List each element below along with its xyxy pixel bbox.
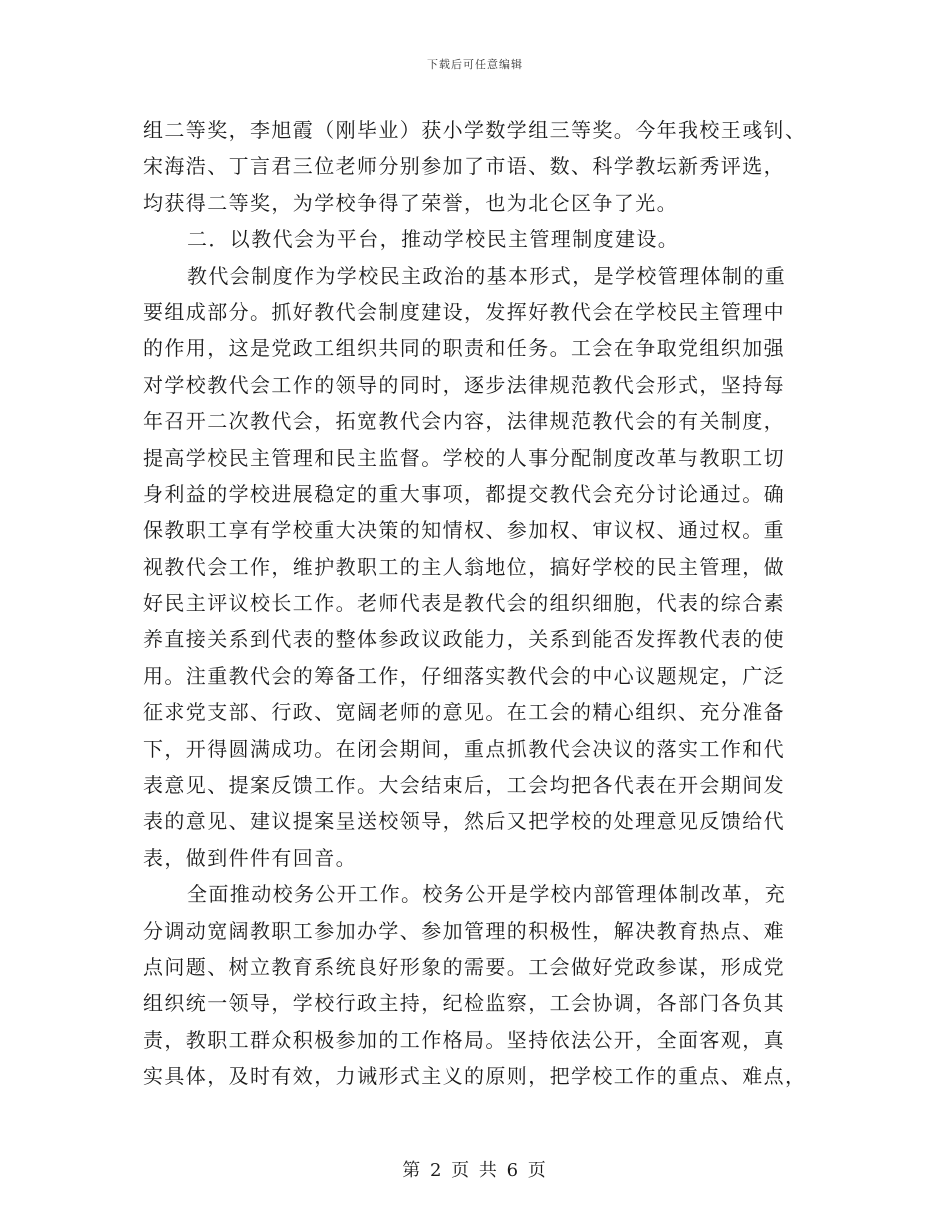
text-line: 表意见、提案反馈工作。大会结束后，工会均把各代表在开会期间发: [143, 773, 785, 798]
text-line: 下，开得圆满成功。在闭会期间，重点抓教代会决议的落实工作和代: [143, 736, 785, 761]
text-line: 均获得二等奖，为学校争得了荣誉，也为北仑区争了光。: [143, 190, 678, 215]
text-line: 好民主评议校长工作。老师代表是教代会的组织细胞，代表的综合素: [143, 591, 785, 616]
text-line: 点问题、树立教育系统良好形象的需要。工会做好党政参谋，形成党: [143, 954, 785, 979]
text-line: 身利益的学校进展稳定的重大事项，都提交教代会充分讨论通过。确: [143, 481, 785, 506]
text-line: 组二等奖，李旭霞（刚毕业）获小学数学组三等奖。今年我校王彧钊、: [143, 118, 807, 142]
text-line: 提高学校民主管理和民主监督。学校的人事分配制度改革与教职工切: [143, 445, 785, 470]
text-line: 表的意见、建议提案呈送校领导，然后又把学校的处理意见反馈给代: [143, 809, 785, 834]
text-line: 实具体，及时有效，力诫形式主义的原则，把学校工作的重点、难点，: [143, 1064, 807, 1089]
text-line: 对学校教代会工作的领导的同时，逐步法律规范教代会形式，坚持每: [143, 372, 785, 397]
text-line: 视教代会工作，维护教职工的主人翁地位，搞好学校的民主管理，做: [143, 554, 785, 579]
text-line: 表，做到件件有回音。: [143, 845, 357, 870]
document-body: [143, 112, 808, 1095]
text-line: 责，教职工群众积极参加的工作格局。坚持依法公开，全面客观，真: [143, 1027, 785, 1052]
text-line: 保教职工享有学校重大决策的知情权、参加权、审议权、通过权。重: [143, 518, 785, 543]
paragraph-start: 教代会制度作为学校民主政治的基本形式，是学校管理体制的重: [187, 263, 787, 288]
text-line: 征求党支部、行政、宽阔老师的意见。在工会的精心组织、充分准备: [143, 700, 785, 725]
text-line: 宋海浩、丁言君三位老师分别参加了市语、数、科学教坛新秀评选，: [143, 154, 785, 179]
paragraph-start: 全面推动校务公开工作。校务公开是学校内部管理体制改革，充: [187, 882, 787, 907]
text-line: 的作用，这是党政工组织共同的职责和任务。工会在争取党组织加强: [143, 336, 785, 361]
text-line: 分调动宽阔教职工参加办学、参加管理的积极性，解决教育热点、难: [143, 918, 785, 943]
text-line: 用。注重教代会的筹备工作，仔细落实教代会的中心议题规定，广泛: [143, 663, 785, 688]
text-line: 养直接关系到代表的整体参政议政能力，关系到能否发挥教代表的使: [143, 627, 785, 652]
text-line: 要组成部分。抓好教代会制度建设，发挥好教代会在学校民主管理中: [143, 299, 785, 324]
text-line: 组织统一领导，学校行政主持，纪检监察，工会协调，各部门各负其: [143, 991, 785, 1016]
text-line: 年召开二次教代会，拓宽教代会内容，法律规范教代会的有关制度，: [143, 409, 785, 434]
page-header: 下载后可任意编辑: [427, 58, 523, 71]
page-footer: 第 2 页 共 6 页: [402, 1160, 548, 1181]
section-heading: 二．以教代会为平台，推动学校民主管理制度建设。: [187, 227, 680, 252]
